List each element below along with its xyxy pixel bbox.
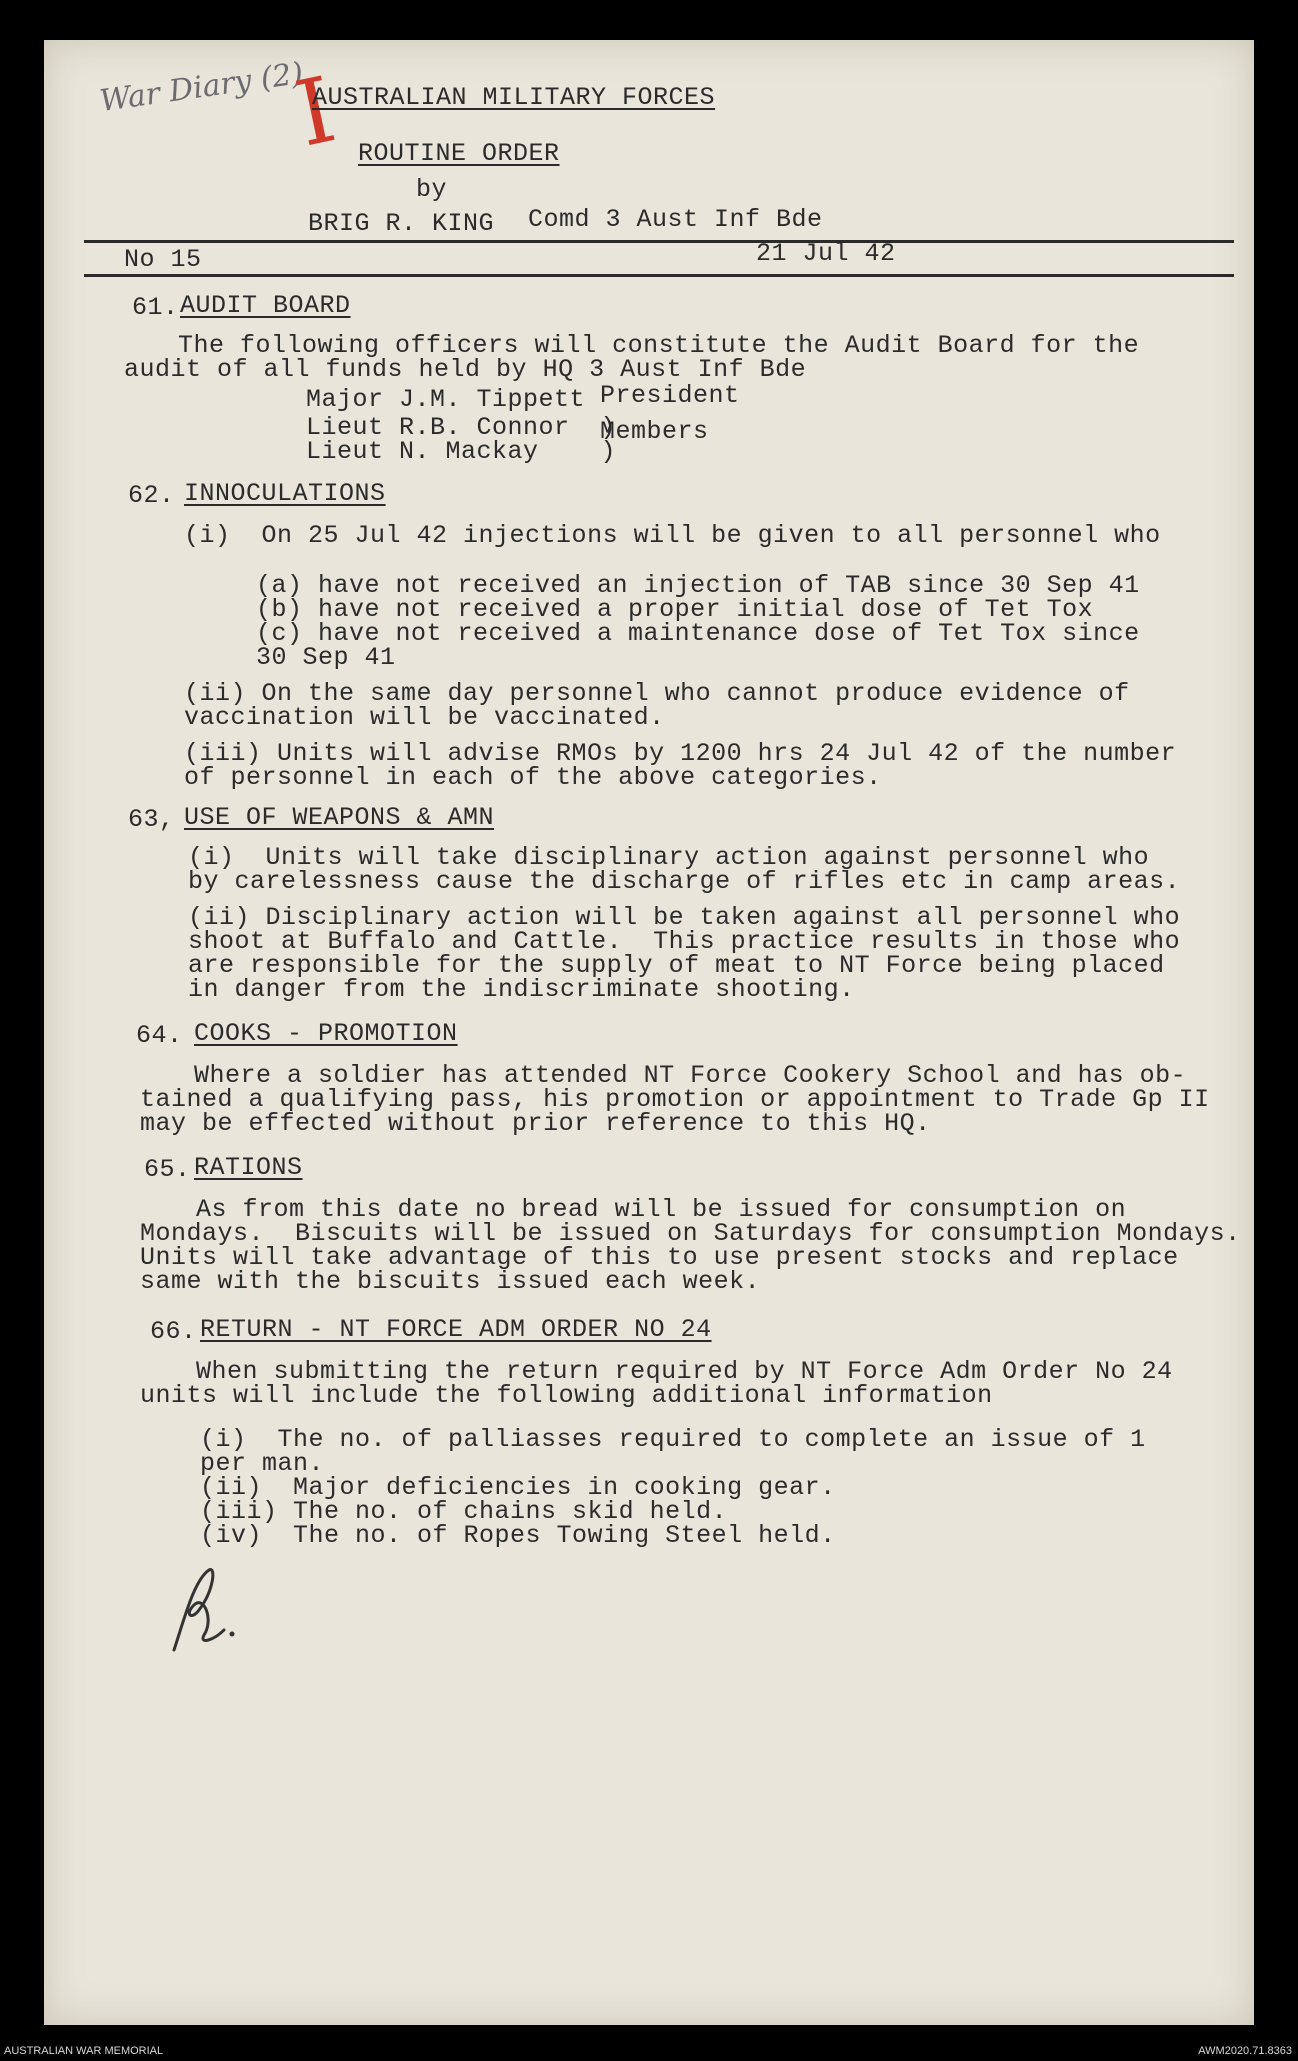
order-date: 21 Jul 42 [756, 239, 896, 268]
header-rule-top [84, 240, 1234, 243]
paragraph-line: Mondays. Biscuits will be issued on Saturdays for consumption Mondays. [140, 1219, 1241, 1248]
list-item: 30 Sep 41 [256, 643, 396, 672]
paragraph-line: by carelessness cause the discharge of rifles etc in camp areas. [188, 867, 1181, 896]
by-text: by [416, 175, 448, 204]
paragraph-line: (ii) On the same day personnel who cannot produce evidence of [184, 679, 1130, 708]
paragraph-line: The following officers will constitute the Audit Board for the [178, 331, 1140, 360]
section-heading: USE OF WEAPONS & AMN [184, 803, 495, 832]
section-heading: RETURN - NT FORCE ADM ORDER NO 24 [200, 1315, 712, 1344]
paragraph-line: audit of all funds held by HQ 3 Aust Inf Bde [124, 355, 807, 384]
section-number: 66. [150, 1317, 197, 1346]
document-page [44, 40, 1254, 2025]
officer-role: President [600, 381, 740, 410]
paragraph-line: are responsible for the supply of meat to NT Force being placed [188, 951, 1165, 980]
section-number: 61. [132, 293, 179, 322]
list-item: (ii) Major deficiencies in cooking gear. [200, 1473, 836, 1502]
paragraph-line: Where a soldier has attended NT Force Cookery School and has ob- [194, 1061, 1187, 1090]
paragraph-line: (i) On 25 Jul 42 injections will be given to all personnel who [184, 521, 1161, 550]
officer-name: Lieut N. Mackay ) [306, 437, 617, 466]
section-heading: RATIONS [194, 1153, 303, 1182]
list-item: (iii) The no. of chains skid held. [200, 1497, 728, 1526]
paragraph-line: same with the biscuits issued each week. [140, 1267, 761, 1296]
red-mark: I [287, 57, 344, 168]
section-number: 65. [144, 1155, 191, 1184]
paragraph-line: (iii) Units will advise RMOs by 1200 hrs 24 Jul 42 of the number [184, 739, 1177, 768]
paragraph-line: (i) Units will take disciplinary action against personnel who [188, 843, 1150, 872]
list-item: (iv) The no. of Ropes Towing Steel held. [200, 1521, 836, 1550]
section-heading: COOKS - PROMOTION [194, 1019, 458, 1048]
footer-credit: AUSTRALIAN WAR MEMORIAL [4, 2045, 164, 2057]
paragraph-line: tained a qualifying pass, his promotion or appointment to Trade Gp II [140, 1085, 1210, 1114]
order-number: No 15 [124, 245, 202, 274]
section-number: 64. [136, 1021, 183, 1050]
officer-name: Lieut R.B. Connor ) [306, 413, 617, 442]
author: BRIG R. KING [308, 209, 495, 238]
paragraph-line: units will include the following additional information [140, 1381, 993, 1410]
list-item: (c) have not received a maintenance dose of Tet Tox since [256, 619, 1140, 648]
list-item: (i) The no. of palliasses required to complete an issue of 1 [200, 1425, 1146, 1454]
officer-name: Major J.M. Tippett [306, 385, 586, 414]
section-number: 63, [128, 805, 175, 834]
handwritten-note: War Diary (2) [97, 55, 306, 120]
section-heading: INNOCULATIONS [184, 479, 386, 508]
document-title: AUSTRALIAN MILITARY FORCES [312, 83, 716, 112]
paragraph-line: in danger from the indiscriminate shooting. [188, 975, 855, 1004]
officer-role: Members [600, 417, 709, 446]
section-heading: AUDIT BOARD [180, 291, 351, 320]
signature-mark [154, 1560, 244, 1660]
paragraph-line: vaccination will be vaccinated. [184, 703, 665, 732]
paragraph-line: shoot at Buffalo and Cattle. This practice results in those who [188, 927, 1181, 956]
list-item: (b) have not received a proper initial dose of Tet Tox [256, 595, 1094, 624]
paragraph-line: (ii) Disciplinary action will be taken against all personnel who [188, 903, 1181, 932]
command: Comd 3 Aust Inf Bde [528, 205, 823, 234]
footer-id: AWM2020.71.8363 [1198, 2045, 1292, 2057]
section-number: 62. [128, 481, 175, 510]
list-item: (a) have not received an injection of TAB since 30 Sep 41 [256, 571, 1140, 600]
header-rule-bottom [84, 274, 1234, 277]
paragraph-line: of personnel in each of the above categories. [184, 763, 882, 792]
paragraph-line: Units will take advantage of this to use present stocks and replace [140, 1243, 1179, 1272]
paragraph-line: may be effected without prior reference to this HQ. [140, 1109, 931, 1138]
document-subtitle: ROUTINE ORDER [358, 139, 560, 168]
paragraph-line: As from this date no bread will be issued for consumption on [196, 1195, 1127, 1224]
list-item: per man. [200, 1449, 325, 1478]
paragraph-line: When submitting the return required by NT Force Adm Order No 24 [196, 1357, 1173, 1386]
